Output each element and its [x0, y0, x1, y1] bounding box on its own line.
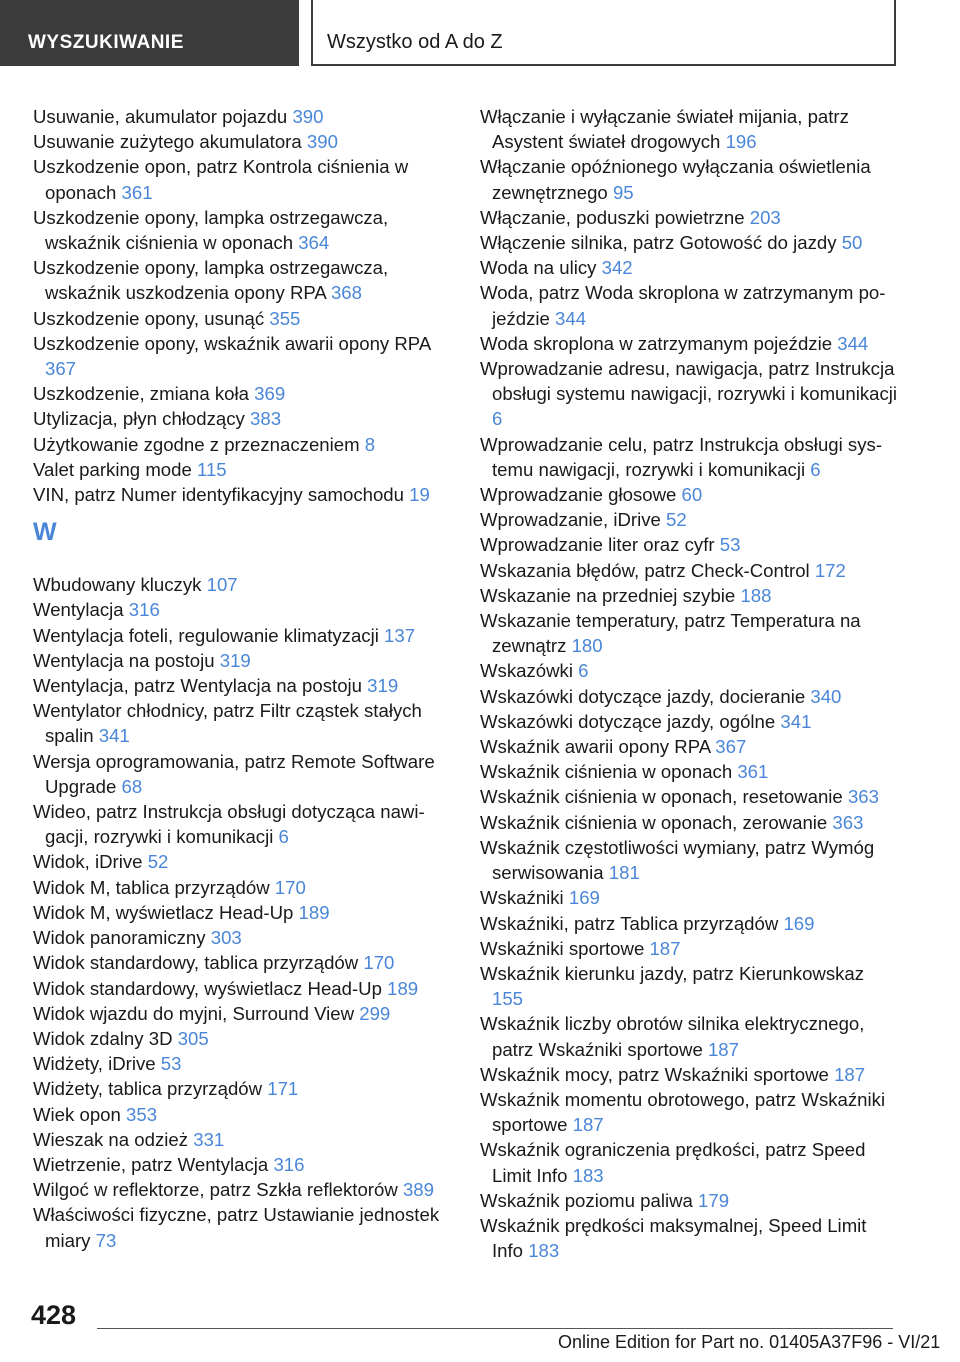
entry-text: Widżety, tablica przyrządów: [33, 1078, 268, 1100]
index-entry: [33, 306, 448, 331]
index-list-right: [480, 104, 900, 1263]
entry-text: Wskaźnik ciśnienia w oponach: [480, 761, 738, 783]
page-link[interactable]: 68: [121, 775, 143, 797]
page-link[interactable]: 181: [608, 862, 640, 884]
page-link[interactable]: 171: [267, 1078, 299, 1100]
index-column-right: [480, 104, 900, 1263]
index-entry: [480, 558, 900, 583]
entry-text: Utylizacja, płyn chłodzący: [33, 408, 251, 430]
entry-text: Wentylator chłodnicy, patrz Filtr cząstek stałych spalin: [33, 700, 422, 747]
page-link[interactable]: 367: [45, 358, 77, 380]
index-entry: [33, 331, 448, 381]
entry-text: Usuwanie zużytego akumulatora: [33, 131, 307, 153]
entry-text: Wilgoć w reflektorze, patrz Szkła reflektorów: [33, 1179, 403, 1201]
index-entry: [480, 1062, 900, 1087]
entry-text: VIN, patrz Numer identyfikacyjny samochodu: [33, 484, 410, 506]
page-link[interactable]: 180: [571, 635, 603, 657]
index-list-left-w: [33, 572, 448, 1252]
page-link[interactable]: 53: [719, 534, 741, 556]
page-link[interactable]: 188: [740, 584, 772, 606]
page-link[interactable]: 316: [273, 1153, 305, 1175]
entry-text: Woda na ulicy: [480, 257, 602, 279]
entry-text: Wskazówki dotyczące jazdy, ogólne: [480, 710, 781, 732]
page-link[interactable]: 364: [298, 232, 330, 254]
footer-divider: [97, 1328, 893, 1329]
page-link[interactable]: 342: [601, 257, 633, 279]
index-entry: [33, 205, 448, 255]
page-link[interactable]: 183: [572, 1164, 604, 1186]
index-entry: [33, 154, 448, 204]
entry-text: Valet parking mode: [33, 458, 197, 480]
index-entry: [480, 583, 900, 608]
index-entry: [480, 280, 900, 330]
section-letter: W: [33, 518, 57, 547]
page-link[interactable]: 344: [555, 307, 587, 329]
page-link[interactable]: 6: [810, 458, 821, 480]
page-link[interactable]: 52: [666, 509, 687, 531]
page-link[interactable]: 187: [707, 1038, 739, 1060]
page-link[interactable]: 52: [147, 851, 169, 873]
entry-text: Wskaźnik kierunku jazdy, patrz Kierunkowskaz: [480, 962, 865, 984]
page-link[interactable]: 8: [364, 433, 376, 455]
index-entry: [33, 849, 448, 874]
index-entry: [33, 1127, 448, 1152]
page-link[interactable]: 187: [834, 1063, 866, 1085]
index-entry: [33, 406, 448, 431]
index-entry: [33, 799, 448, 849]
index-entry: [480, 482, 900, 507]
entry-text: Wskazania błędów, patrz Check-Control: [480, 559, 815, 581]
index-entry: [33, 255, 448, 305]
entry-text: Włączanie i wyłączanie świateł mijania, patrz Asystent świateł drogowych: [480, 106, 849, 153]
index-entry: [480, 331, 900, 356]
index-entry: [33, 673, 448, 698]
entry-text: Wskaźniki, patrz Tablica przyrządów: [480, 912, 784, 934]
entry-text: Włączanie, poduszki powietrzne: [480, 206, 750, 228]
page-link[interactable]: 137: [384, 624, 416, 646]
entry-text: Widok standardowy, wyświetlacz Head-Up: [33, 977, 388, 999]
page-link[interactable]: 368: [330, 282, 362, 304]
entry-text: Widok M, tablica przyrządów: [33, 876, 275, 898]
page-link[interactable]: 363: [847, 786, 879, 808]
index-entry: [33, 623, 448, 648]
index-entry: [480, 835, 900, 885]
index-entry: [480, 911, 900, 936]
page-link[interactable]: 361: [121, 181, 153, 203]
page-link[interactable]: 179: [698, 1189, 730, 1211]
entry-text: Wskaźnik ograniczenia prędkości, patrz Speed Limit Info: [480, 1139, 866, 1186]
page-link[interactable]: 363: [832, 811, 864, 833]
page-link[interactable]: 203: [749, 206, 781, 228]
index-entry: [480, 432, 900, 482]
index-entry: [480, 230, 900, 255]
entry-text: Wprowadzanie głosowe: [480, 484, 682, 506]
index-entry: [33, 1026, 448, 1051]
entry-text: Wiek opon: [33, 1103, 127, 1125]
index-entry: [480, 709, 900, 734]
page-link[interactable]: 6: [278, 826, 289, 848]
entry-text: Użytkowanie zgodne z przeznaczeniem: [33, 433, 365, 455]
page-link[interactable]: 6: [492, 408, 503, 430]
index-entry: [33, 698, 448, 748]
entry-text: Wskaźnik częstotliwości wymiany, patrz Wymóg serwisowania: [480, 836, 875, 884]
index-entry: [480, 205, 900, 230]
index-entry: [33, 1051, 448, 1076]
page-link[interactable]: 389: [402, 1179, 434, 1201]
entry-text: Wskaźniki: [480, 887, 569, 909]
entry-text: Uszkodzenie opony, wskaźnik awarii opony RPA: [33, 332, 431, 354]
index-entry: [33, 1102, 448, 1127]
index-entry: [33, 457, 448, 482]
entry-text: Wskaźnik prędkości maksymalnej, Speed Limit Info: [480, 1214, 867, 1262]
page-link[interactable]: 369: [254, 383, 286, 405]
entry-text: Wskaźnik ciśnienia w oponach, resetowanie: [480, 786, 848, 808]
page-link[interactable]: 169: [568, 887, 600, 909]
edition-info: Online Edition for Part no. 01405A37F96 - VI/21: [558, 1332, 941, 1352]
entry-text: Woda, patrz Woda skroplona w zatrzymanym pojeździe: [480, 282, 886, 329]
page-link[interactable]: 331: [193, 1128, 225, 1150]
index-list-left: [33, 104, 448, 507]
page-link[interactable]: 60: [681, 484, 703, 506]
page-link[interactable]: 316: [128, 599, 160, 621]
page-link[interactable]: 390: [306, 131, 338, 153]
entry-text: Wskaźnik liczby obrotów silnika elektrycznego, patrz Wskaźniki sportowe: [480, 1013, 865, 1060]
entry-text: Wprowadzanie, iDrive: [480, 509, 667, 531]
index-entry: [480, 532, 900, 557]
entry-text: Widżety, iDrive: [33, 1053, 161, 1075]
entry-text: Wprowadzanie celu, patrz Instrukcja obsługi systemu nawigacji, rozrywki i komunikacji: [480, 433, 883, 480]
section-tab[interactable]: WYSZUKIWANIE: [0, 0, 299, 66]
page-header: [0, 0, 960, 66]
index-entry: [480, 104, 900, 154]
entry-text: Wideo, patrz Instrukcja obsługi dotycząca nawigacji, rozrywki i komunikacji: [33, 801, 425, 848]
page-link[interactable]: 187: [649, 937, 681, 959]
index-entry: [33, 749, 448, 799]
entry-text: Wersja oprogramowania, patrz Remote Software Upgrade: [33, 750, 435, 797]
index-entry: [480, 1011, 900, 1061]
entry-text: Wskazówki: [480, 660, 579, 682]
index-entry: [480, 1087, 900, 1137]
entry-text: Wskazówki dotyczące jazdy, docieranie: [480, 685, 811, 707]
page-link[interactable]: 319: [367, 675, 399, 697]
page-link[interactable]: 299: [359, 1002, 391, 1024]
entry-text: Uszkodzenie opony, lampka ostrzegawcza, wskaźnik uszkodzenia opony RPA: [33, 257, 389, 304]
entry-text: Wprowadzanie liter oraz cyfr: [480, 534, 720, 556]
index-entry: [33, 572, 448, 597]
index-entry: [33, 129, 448, 154]
page-link[interactable]: 155: [492, 988, 524, 1010]
index-entry: [480, 255, 900, 280]
page-link[interactable]: 169: [783, 912, 815, 934]
entry-text: Widok zdalny 3D: [33, 1027, 178, 1049]
entry-text: Wietrzenie, patrz Wentylacja: [33, 1153, 274, 1175]
page-link[interactable]: 383: [250, 408, 282, 430]
index-entry: [33, 925, 448, 950]
page-link[interactable]: 19: [409, 484, 430, 506]
entry-text: Uszkodzenie opony, lampka ostrzegawcza, wskaźnik ciśnienia w oponach: [33, 206, 389, 254]
index-entry: [33, 432, 448, 457]
page-footer: [0, 1292, 960, 1362]
index-entry: [480, 1213, 900, 1263]
entry-text: Widok wjazdu do myjni, Surround View: [33, 1002, 360, 1024]
index-entry: [480, 734, 900, 759]
page-number: 428: [31, 1300, 77, 1330]
page-link[interactable]: 196: [725, 131, 757, 153]
entry-text: Wentylacja foteli, regulowanie klimatyzacji: [33, 624, 385, 646]
page-link[interactable]: 303: [210, 927, 242, 949]
entry-text: Uszkodzenie, zmiana koła: [33, 383, 255, 405]
entry-text: Wskaźnik momentu obrotowego, patrz Wskaźniki sportowe: [480, 1088, 886, 1136]
index-entry: [480, 507, 900, 532]
index-entry: [480, 759, 900, 784]
page-link[interactable]: 73: [95, 1229, 117, 1251]
index-entry: [480, 885, 900, 910]
page-link[interactable]: 50: [841, 232, 863, 254]
index-entry: [33, 1001, 448, 1026]
entry-text: Wentylacja: [33, 599, 129, 621]
entry-text: Uszkodzenie opon, patrz Kontrola ciśnienia w oponach: [33, 156, 409, 203]
page-link[interactable]: 305: [177, 1027, 209, 1049]
entry-text: Wentylacja na postoju: [33, 649, 220, 671]
page-link[interactable]: 344: [837, 332, 869, 354]
entry-text: Widok M, wyświetlacz Head-Up: [33, 901, 299, 923]
entry-text: Wskazanie temperatury, patrz Temperatura na zewnątrz: [480, 610, 861, 657]
index-entry: [33, 950, 448, 975]
page-link[interactable]: 6: [578, 660, 589, 682]
index-column-left: [33, 104, 448, 1253]
entry-text: Właściwości fizyczne, patrz Ustawianie jednostek miary: [33, 1204, 440, 1251]
index-entry: [480, 608, 900, 658]
index-entry: [480, 658, 900, 683]
index-entry: [480, 154, 900, 204]
index-entry: [33, 1152, 448, 1177]
entry-text: Wbudowany kluczyk: [33, 574, 207, 596]
page-link[interactable]: 361: [737, 761, 769, 783]
page-link[interactable]: 341: [780, 710, 812, 732]
index-entry: [480, 356, 900, 432]
page-link[interactable]: 353: [126, 1103, 158, 1125]
page-link[interactable]: 172: [814, 559, 846, 581]
entry-text: Wprowadzanie adresu, nawigacja, patrz Instrukcja obsługi systemu nawigacji, rozrywki i komunikacji: [480, 358, 898, 405]
page-link[interactable]: 115: [197, 458, 227, 480]
index-entry: [33, 597, 448, 622]
page-link[interactable]: 170: [274, 876, 306, 898]
index-entry: [480, 961, 900, 1011]
index-entry: [33, 648, 448, 673]
index-entry: [33, 104, 448, 129]
index-entry: [33, 381, 448, 406]
entry-text: Widok standardowy, tablica przyrządów: [33, 952, 364, 974]
page-link[interactable]: 390: [292, 106, 324, 127]
page-link[interactable]: 53: [160, 1053, 182, 1075]
entry-text: Włączanie opóźnionego wyłączania oświetlenia zewnętrznego: [480, 156, 871, 203]
page-link[interactable]: 340: [810, 685, 842, 707]
page-link[interactable]: 187: [572, 1114, 604, 1136]
page-link[interactable]: 341: [98, 725, 130, 747]
page-link[interactable]: 95: [612, 181, 634, 203]
entry-text: Wskaźnik poziomu paliwa: [480, 1189, 699, 1211]
index-entry: [480, 784, 900, 809]
entry-text: Wskaźnik mocy, patrz Wskaźniki sportowe: [480, 1063, 835, 1085]
index-entry: [33, 1076, 448, 1101]
index-entry: [33, 1177, 448, 1202]
index-entry: [480, 1137, 900, 1187]
entry-text: Woda skroplona w zatrzymanym pojeździe: [480, 332, 838, 354]
entry-text: Uszkodzenie opony, usunąć: [33, 307, 270, 329]
entry-text: Włączenie silnika, patrz Gotowość do jazdy: [480, 232, 842, 254]
entry-text: Wskaźnik awarii opony RPA: [480, 736, 716, 758]
page-link[interactable]: 170: [363, 952, 395, 974]
page-link[interactable]: 107: [206, 574, 238, 596]
entry-text: Wentylacja, patrz Wentylacja na postoju: [33, 675, 368, 697]
index-entry: [33, 482, 448, 507]
index-entry: [480, 936, 900, 961]
chapter-title: Wszystko od A do Z: [311, 0, 896, 66]
page-link[interactable]: 189: [298, 901, 330, 923]
entry-text: Wskaźniki sportowe: [480, 937, 650, 959]
index-entry: [480, 1188, 900, 1213]
entry-text: Wieszak na odzież: [33, 1128, 194, 1150]
page-link[interactable]: 189: [387, 977, 419, 999]
page-link[interactable]: 367: [715, 736, 747, 758]
page-link[interactable]: 319: [219, 649, 251, 671]
entry-text: Widok panoramiczny: [33, 927, 211, 949]
page-link[interactable]: 355: [269, 307, 301, 329]
entry-text: Wskazanie na przedniej szybie: [480, 584, 741, 606]
entry-text: Usuwanie, akumulator pojazdu: [33, 106, 293, 127]
entry-text: Widok, iDrive: [33, 851, 148, 873]
index-entry: [33, 976, 448, 1001]
index-entry: [33, 875, 448, 900]
index-entry: [480, 810, 900, 835]
index-entry: [480, 684, 900, 709]
index-entry: [33, 1202, 448, 1252]
index-entry: [33, 900, 448, 925]
entry-text: Wskaźnik ciśnienia w oponach, zerowanie: [480, 811, 833, 833]
page-link[interactable]: 183: [528, 1240, 560, 1262]
